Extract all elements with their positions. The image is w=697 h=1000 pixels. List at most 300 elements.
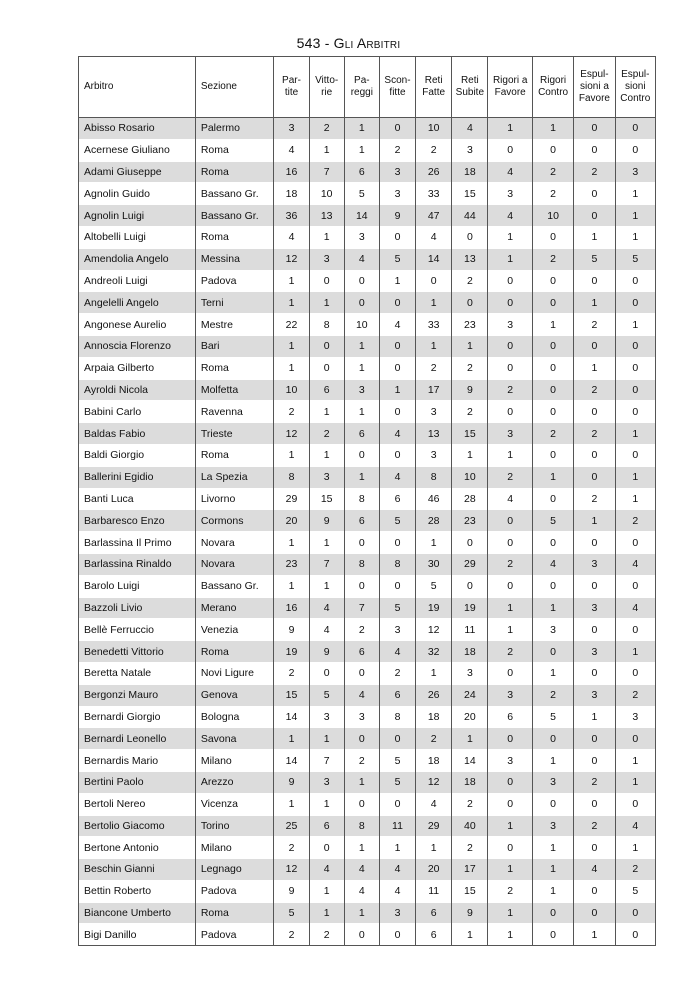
col-pareggi-cell: 2 [344,619,379,641]
col-sconfitte-cell: 0 [379,532,415,554]
col-arbitro-cell: Angelelli Angelo [79,292,196,314]
col-sconfitte-cell: 0 [379,401,415,423]
header-label-line: Scon- [384,75,411,86]
col-arbitro-cell: Baldas Fabio [79,423,196,445]
col-reti-subite-cell: 9 [452,379,488,401]
col-espulsioni-contro-cell: 4 [615,815,655,837]
table-row [79,793,656,815]
col-espulsioni-contro-cell: 2 [615,859,655,881]
col-pareggi-cell: 8 [344,553,379,575]
col-vittorie-cell: 9 [309,510,344,532]
col-reti-subite-cell: 4 [452,118,488,140]
col-vittorie-cell: 1 [309,902,344,924]
col-arbitro-cell: Annoscia Florenzo [79,335,196,357]
col-sconfitte-cell: 1 [379,270,415,292]
header-label-line: Favore [494,87,526,98]
col-rigori-favore-cell: 0 [488,575,532,597]
col-partite-cell: 4 [274,139,309,161]
col-reti-subite-cell: 23 [452,510,488,532]
col-sezione-cell: Roma [195,139,274,161]
col-arbitro-cell: Bigi Danillo [79,924,196,946]
col-reti-fatte-cell: 1 [416,837,452,859]
col-espulsioni-contro-cell: 5 [615,248,655,270]
col-vittorie-cell: 1 [309,793,344,815]
header-label-line: Reti [424,75,443,86]
col-reti-subite-cell: 19 [452,597,488,619]
col-reti-subite-cell: 0 [452,226,488,248]
table-row [79,270,656,292]
col-espulsioni-favore-cell: 0 [574,139,615,161]
col-reti-fatte-cell: 17 [416,379,452,401]
col-sezione-cell: Roma [195,226,274,248]
col-espulsioni-favore-cell: 0 [574,575,615,597]
col-reti-subite-cell: 18 [452,771,488,793]
col-arbitro-cell: Bellè Ferruccio [79,619,196,641]
col-reti-fatte-cell: 12 [416,771,452,793]
col-rigori-contro-cell: 0 [532,139,573,161]
col-pareggi-cell: 0 [344,793,379,815]
table-row [79,314,656,336]
table-row [79,532,656,554]
col-reti-fatte-cell: 18 [416,706,452,728]
col-partite-cell: 1 [274,793,309,815]
table-header-row [79,57,656,118]
col-rigori-contro-cell: 0 [532,335,573,357]
col-arbitro-cell: Benedetti Vittorio [79,641,196,663]
col-espulsioni-favore-cell: 0 [574,183,615,205]
col-pareggi-cell: 0 [344,924,379,946]
header-label-line: reggi [350,87,373,98]
col-rigori-favore-cell: 1 [488,924,532,946]
col-arbitro-cell: Bernardi Giorgio [79,706,196,728]
col-sezione-cell: Roma [195,161,274,183]
col-rigori-contro-cell: 0 [532,728,573,750]
table-row [79,684,656,706]
col-partite-cell: 9 [274,771,309,793]
col-pareggi-cell: 1 [344,771,379,793]
col-partite-cell: 18 [274,183,309,205]
col-rigori-favore-cell: 0 [488,335,532,357]
col-partite-cell: 16 [274,597,309,619]
col-vittorie-cell: 0 [309,837,344,859]
col-rigori-favore-cell: 4 [488,205,532,227]
col-reti-subite-cell: 18 [452,161,488,183]
col-reti-fatte-cell: 1 [416,662,452,684]
col-sezione-cell: Bassano Gr. [195,575,274,597]
col-rigori-favore-cell: 0 [488,139,532,161]
col-pareggi-cell: 0 [344,532,379,554]
col-rigori-favore-cell: 3 [488,750,532,772]
col-sezione-cell: Messina [195,248,274,270]
col-vittorie-cell: 1 [309,444,344,466]
col-sezione-cell: Livorno [195,488,274,510]
col-rigori-favore-cell: 3 [488,684,532,706]
col-rigori-favore-cell: 0 [488,510,532,532]
col-espulsioni-contro-cell: 3 [615,706,655,728]
col-sconfitte-cell: 4 [379,466,415,488]
col-partite-cell: 1 [274,444,309,466]
col-pareggi-cell: 6 [344,641,379,663]
col-reti-fatte-cell: 28 [416,510,452,532]
table-row [79,619,656,641]
col-arbitro-cell: Babini Carlo [79,401,196,423]
col-vittorie-cell: 6 [309,379,344,401]
col-pareggi-cell: 4 [344,248,379,270]
col-rigori-contro-cell: 5 [532,510,573,532]
header-label-line: Contro [538,87,569,98]
col-partite-cell: 9 [274,619,309,641]
col-pareggi-cell: 1 [344,357,379,379]
col-sconfitte-cell: 0 [379,357,415,379]
col-espulsioni-favore-cell: 5 [574,248,615,270]
col-arbitro-cell: Bertolio Giacomo [79,815,196,837]
col-pareggi-cell: 14 [344,205,379,227]
col-vittorie-cell: 8 [309,314,344,336]
col-reti-subite-cell: 15 [452,183,488,205]
col-sconfitte-cell: 5 [379,510,415,532]
table-row [79,466,656,488]
col-reti-fatte-cell: 32 [416,641,452,663]
col-espulsioni-contro-cell: 0 [615,575,655,597]
col-sconfitte-cell: 5 [379,597,415,619]
col-reti-fatte-cell: 26 [416,684,452,706]
col-espulsioni-contro-cell: 0 [615,444,655,466]
table-row [79,423,656,445]
col-sconfitte-cell: 5 [379,248,415,270]
col-reti-fatte-cell: 2 [416,139,452,161]
col-sezione-cell: Padova [195,880,274,902]
col-sconfitte-header [379,57,415,118]
col-rigori-contro-cell: 0 [532,270,573,292]
col-rigori-favore-cell: 2 [488,553,532,575]
col-sezione-cell: Genova [195,684,274,706]
header-label-line: Sezione [200,81,237,92]
col-arbitro-cell: Beretta Natale [79,662,196,684]
chapter-title: Gli Arbitri [333,35,401,51]
col-vittorie-cell: 2 [309,118,344,140]
col-sezione-cell: Padova [195,924,274,946]
col-vittorie-cell: 0 [309,662,344,684]
col-espulsioni-contro-cell: 0 [615,401,655,423]
col-reti-fatte-cell: 0 [416,270,452,292]
col-reti-subite-cell: 10 [452,466,488,488]
col-partite-cell: 5 [274,902,309,924]
col-espulsioni-favore-cell: 0 [574,662,615,684]
col-espulsioni-favore-cell: 0 [574,270,615,292]
col-pareggi-cell: 4 [344,684,379,706]
col-rigori-contro-cell: 1 [532,837,573,859]
col-partite-cell: 20 [274,510,309,532]
col-pareggi-cell: 6 [344,510,379,532]
col-sconfitte-cell: 8 [379,553,415,575]
col-partite-cell: 9 [274,880,309,902]
col-vittorie-cell: 1 [309,728,344,750]
table-row [79,292,656,314]
col-arbitro-cell: Bertini Paolo [79,771,196,793]
col-reti-subite-cell: 15 [452,880,488,902]
col-reti-subite-cell: 2 [452,270,488,292]
header-label-line: rie [321,87,333,98]
col-sezione-cell: Milano [195,750,274,772]
col-espulsioni-favore-cell: 2 [574,379,615,401]
col-espulsioni-contro-cell: 0 [615,379,655,401]
col-pareggi-cell: 1 [344,466,379,488]
col-rigori-contro-cell: 2 [532,248,573,270]
col-espulsioni-contro-cell: 0 [615,335,655,357]
col-rigori-contro-cell: 1 [532,466,573,488]
col-vittorie-cell: 6 [309,815,344,837]
col-sezione-cell: Molfetta [195,379,274,401]
header-label-line: sioni [625,81,646,92]
col-espulsioni-contro-cell: 1 [615,205,655,227]
col-vittorie-cell: 7 [309,750,344,772]
header-label-line: Vitto- [315,75,339,86]
table-row [79,488,656,510]
page-number: 543 [296,35,321,51]
col-arbitro-cell: Agnolin Guido [79,183,196,205]
col-sconfitte-cell: 3 [379,183,415,205]
col-reti-fatte-cell: 3 [416,401,452,423]
col-sezione-cell: Mestre [195,314,274,336]
table-row [79,706,656,728]
col-sezione-cell: La Spezia [195,466,274,488]
col-espulsioni-favore-cell: 2 [574,161,615,183]
col-rigori-contro-cell: 3 [532,815,573,837]
col-reti-subite-cell: 29 [452,553,488,575]
col-rigori-favore-cell: 1 [488,226,532,248]
header-label-line: tite [284,87,299,98]
col-partite-header [274,57,309,118]
col-reti-subite-cell: 28 [452,488,488,510]
table-row [79,139,656,161]
col-reti-subite-header [452,57,488,118]
col-espulsioni-favore-cell: 3 [574,641,615,663]
col-espulsioni-favore-cell: 0 [574,793,615,815]
col-vittorie-cell: 0 [309,270,344,292]
col-espulsioni-contro-cell: 1 [615,423,655,445]
col-rigori-favore-cell: 4 [488,488,532,510]
col-sconfitte-cell: 0 [379,292,415,314]
col-rigori-favore-cell: 1 [488,118,532,140]
col-vittorie-cell: 1 [309,292,344,314]
col-espulsioni-favore-cell: 2 [574,771,615,793]
col-arbitro-cell: Angonese Aurelio [79,314,196,336]
col-arbitro-cell: Acernese Giuliano [79,139,196,161]
col-vittorie-cell: 1 [309,139,344,161]
col-sconfitte-cell: 8 [379,706,415,728]
col-rigori-contro-cell: 0 [532,357,573,379]
col-reti-subite-cell: 0 [452,575,488,597]
col-rigori-favore-cell: 0 [488,793,532,815]
col-vittorie-cell: 4 [309,619,344,641]
col-espulsioni-favore-cell: 1 [574,226,615,248]
header-label-line: Favore [578,93,610,104]
col-pareggi-cell: 1 [344,902,379,924]
col-arbitro-cell: Bertone Antonio [79,837,196,859]
col-vittorie-cell: 5 [309,684,344,706]
col-sconfitte-cell: 4 [379,880,415,902]
col-reti-fatte-cell: 26 [416,161,452,183]
table-row [79,161,656,183]
col-espulsioni-contro-cell: 0 [615,532,655,554]
col-espulsioni-favore-cell: 4 [574,859,615,881]
table-row [79,662,656,684]
referee-stats-table [78,56,656,946]
col-partite-cell: 14 [274,750,309,772]
table-row [79,728,656,750]
col-reti-fatte-cell: 6 [416,902,452,924]
col-arbitro-cell: Adami Giuseppe [79,161,196,183]
col-espulsioni-contro-cell: 0 [615,902,655,924]
col-espulsioni-contro-cell: 0 [615,793,655,815]
col-pareggi-cell: 0 [344,270,379,292]
col-espulsioni-contro-cell: 0 [615,924,655,946]
col-espulsioni-favore-header [574,57,615,118]
header-label-line: Espul- [580,69,609,80]
col-reti-fatte-cell: 4 [416,226,452,248]
col-espulsioni-favore-cell: 3 [574,684,615,706]
col-partite-cell: 12 [274,248,309,270]
col-espulsioni-favore-cell: 3 [574,597,615,619]
col-rigori-favore-cell: 1 [488,902,532,924]
col-rigori-favore-cell: 0 [488,357,532,379]
col-espulsioni-contro-cell: 1 [615,226,655,248]
col-rigori-contro-cell: 3 [532,619,573,641]
col-arbitro-cell: Banti Luca [79,488,196,510]
col-rigori-contro-cell: 1 [532,314,573,336]
col-partite-cell: 1 [274,335,309,357]
col-rigori-contro-cell: 0 [532,379,573,401]
col-sconfitte-cell: 0 [379,575,415,597]
col-espulsioni-contro-cell: 3 [615,161,655,183]
col-reti-subite-cell: 44 [452,205,488,227]
col-sezione-header [195,57,274,118]
col-sconfitte-cell: 2 [379,662,415,684]
col-reti-fatte-cell: 14 [416,248,452,270]
col-rigori-contro-cell: 4 [532,553,573,575]
col-rigori-contro-cell: 0 [532,902,573,924]
col-rigori-favore-cell: 0 [488,837,532,859]
col-reti-fatte-header [416,57,452,118]
col-reti-subite-cell: 2 [452,357,488,379]
col-sconfitte-cell: 0 [379,444,415,466]
col-espulsioni-contro-cell: 4 [615,553,655,575]
col-arbitro-cell: Altobelli Luigi [79,226,196,248]
col-partite-cell: 1 [274,357,309,379]
col-rigori-contro-cell: 0 [532,226,573,248]
col-partite-cell: 14 [274,706,309,728]
col-espulsioni-favore-cell: 3 [574,553,615,575]
col-reti-fatte-cell: 1 [416,335,452,357]
col-arbitro-cell: Agnolin Luigi [79,205,196,227]
col-reti-subite-cell: 17 [452,859,488,881]
col-rigori-contro-cell: 3 [532,771,573,793]
col-espulsioni-contro-cell: 1 [615,771,655,793]
col-arbitro-cell: Barbaresco Enzo [79,510,196,532]
header-label-line: Rigori a [492,75,528,86]
col-arbitro-cell: Baldi Giorgio [79,444,196,466]
col-sconfitte-cell: 4 [379,859,415,881]
col-espulsioni-contro-cell: 0 [615,139,655,161]
col-arbitro-cell: Bernardis Mario [79,750,196,772]
col-arbitro-cell: Biancone Umberto [79,902,196,924]
col-arbitro-cell: Bergonzi Mauro [79,684,196,706]
col-sezione-cell: Venezia [195,619,274,641]
col-pareggi-cell: 2 [344,750,379,772]
col-rigori-favore-cell: 0 [488,532,532,554]
table-row [79,641,656,663]
col-partite-cell: 2 [274,662,309,684]
col-reti-fatte-cell: 8 [416,466,452,488]
col-espulsioni-favore-cell: 2 [574,815,615,837]
col-rigori-favore-cell: 1 [488,619,532,641]
col-espulsioni-favore-cell: 1 [574,706,615,728]
col-vittorie-header [309,57,344,118]
col-reti-fatte-cell: 12 [416,619,452,641]
table-row [79,815,656,837]
col-vittorie-cell: 2 [309,924,344,946]
col-rigori-contro-cell: 0 [532,488,573,510]
col-pareggi-cell: 6 [344,423,379,445]
col-partite-cell: 23 [274,553,309,575]
col-sconfitte-cell: 4 [379,423,415,445]
table-row [79,248,656,270]
col-espulsioni-favore-cell: 0 [574,335,615,357]
col-reti-fatte-cell: 29 [416,815,452,837]
col-sconfitte-cell: 1 [379,379,415,401]
col-partite-cell: 2 [274,924,309,946]
col-sconfitte-cell: 0 [379,335,415,357]
table-row [79,837,656,859]
col-rigori-favore-header [488,57,532,118]
col-vittorie-cell: 7 [309,553,344,575]
table-row [79,902,656,924]
col-reti-subite-cell: 9 [452,902,488,924]
col-pareggi-cell: 10 [344,314,379,336]
col-vittorie-cell: 3 [309,466,344,488]
col-sconfitte-cell: 0 [379,728,415,750]
col-partite-cell: 1 [274,532,309,554]
col-rigori-favore-cell: 1 [488,815,532,837]
col-pareggi-cell: 1 [344,837,379,859]
table-row [79,924,656,946]
col-partite-cell: 36 [274,205,309,227]
col-sezione-cell: Roma [195,444,274,466]
col-reti-fatte-cell: 19 [416,597,452,619]
col-arbitro-cell: Bazzoli Livio [79,597,196,619]
col-arbitro-cell: Barlassina Il Primo [79,532,196,554]
col-partite-cell: 1 [274,292,309,314]
col-pareggi-cell: 6 [344,161,379,183]
col-sezione-cell: Bari [195,335,274,357]
col-espulsioni-contro-cell: 4 [615,597,655,619]
table-row [79,750,656,772]
col-arbitro-cell: Beschin Gianni [79,859,196,881]
col-sconfitte-cell: 3 [379,619,415,641]
col-arbitro-cell: Bertoli Nereo [79,793,196,815]
col-sezione-cell: Palermo [195,118,274,140]
col-espulsioni-contro-cell: 0 [615,728,655,750]
col-rigori-contro-cell: 1 [532,118,573,140]
col-vittorie-cell: 1 [309,575,344,597]
col-reti-fatte-cell: 10 [416,118,452,140]
table-row [79,597,656,619]
col-rigori-favore-cell: 1 [488,444,532,466]
col-pareggi-cell: 0 [344,575,379,597]
col-pareggi-cell: 4 [344,859,379,881]
col-rigori-contro-cell: 1 [532,597,573,619]
col-reti-subite-cell: 23 [452,314,488,336]
